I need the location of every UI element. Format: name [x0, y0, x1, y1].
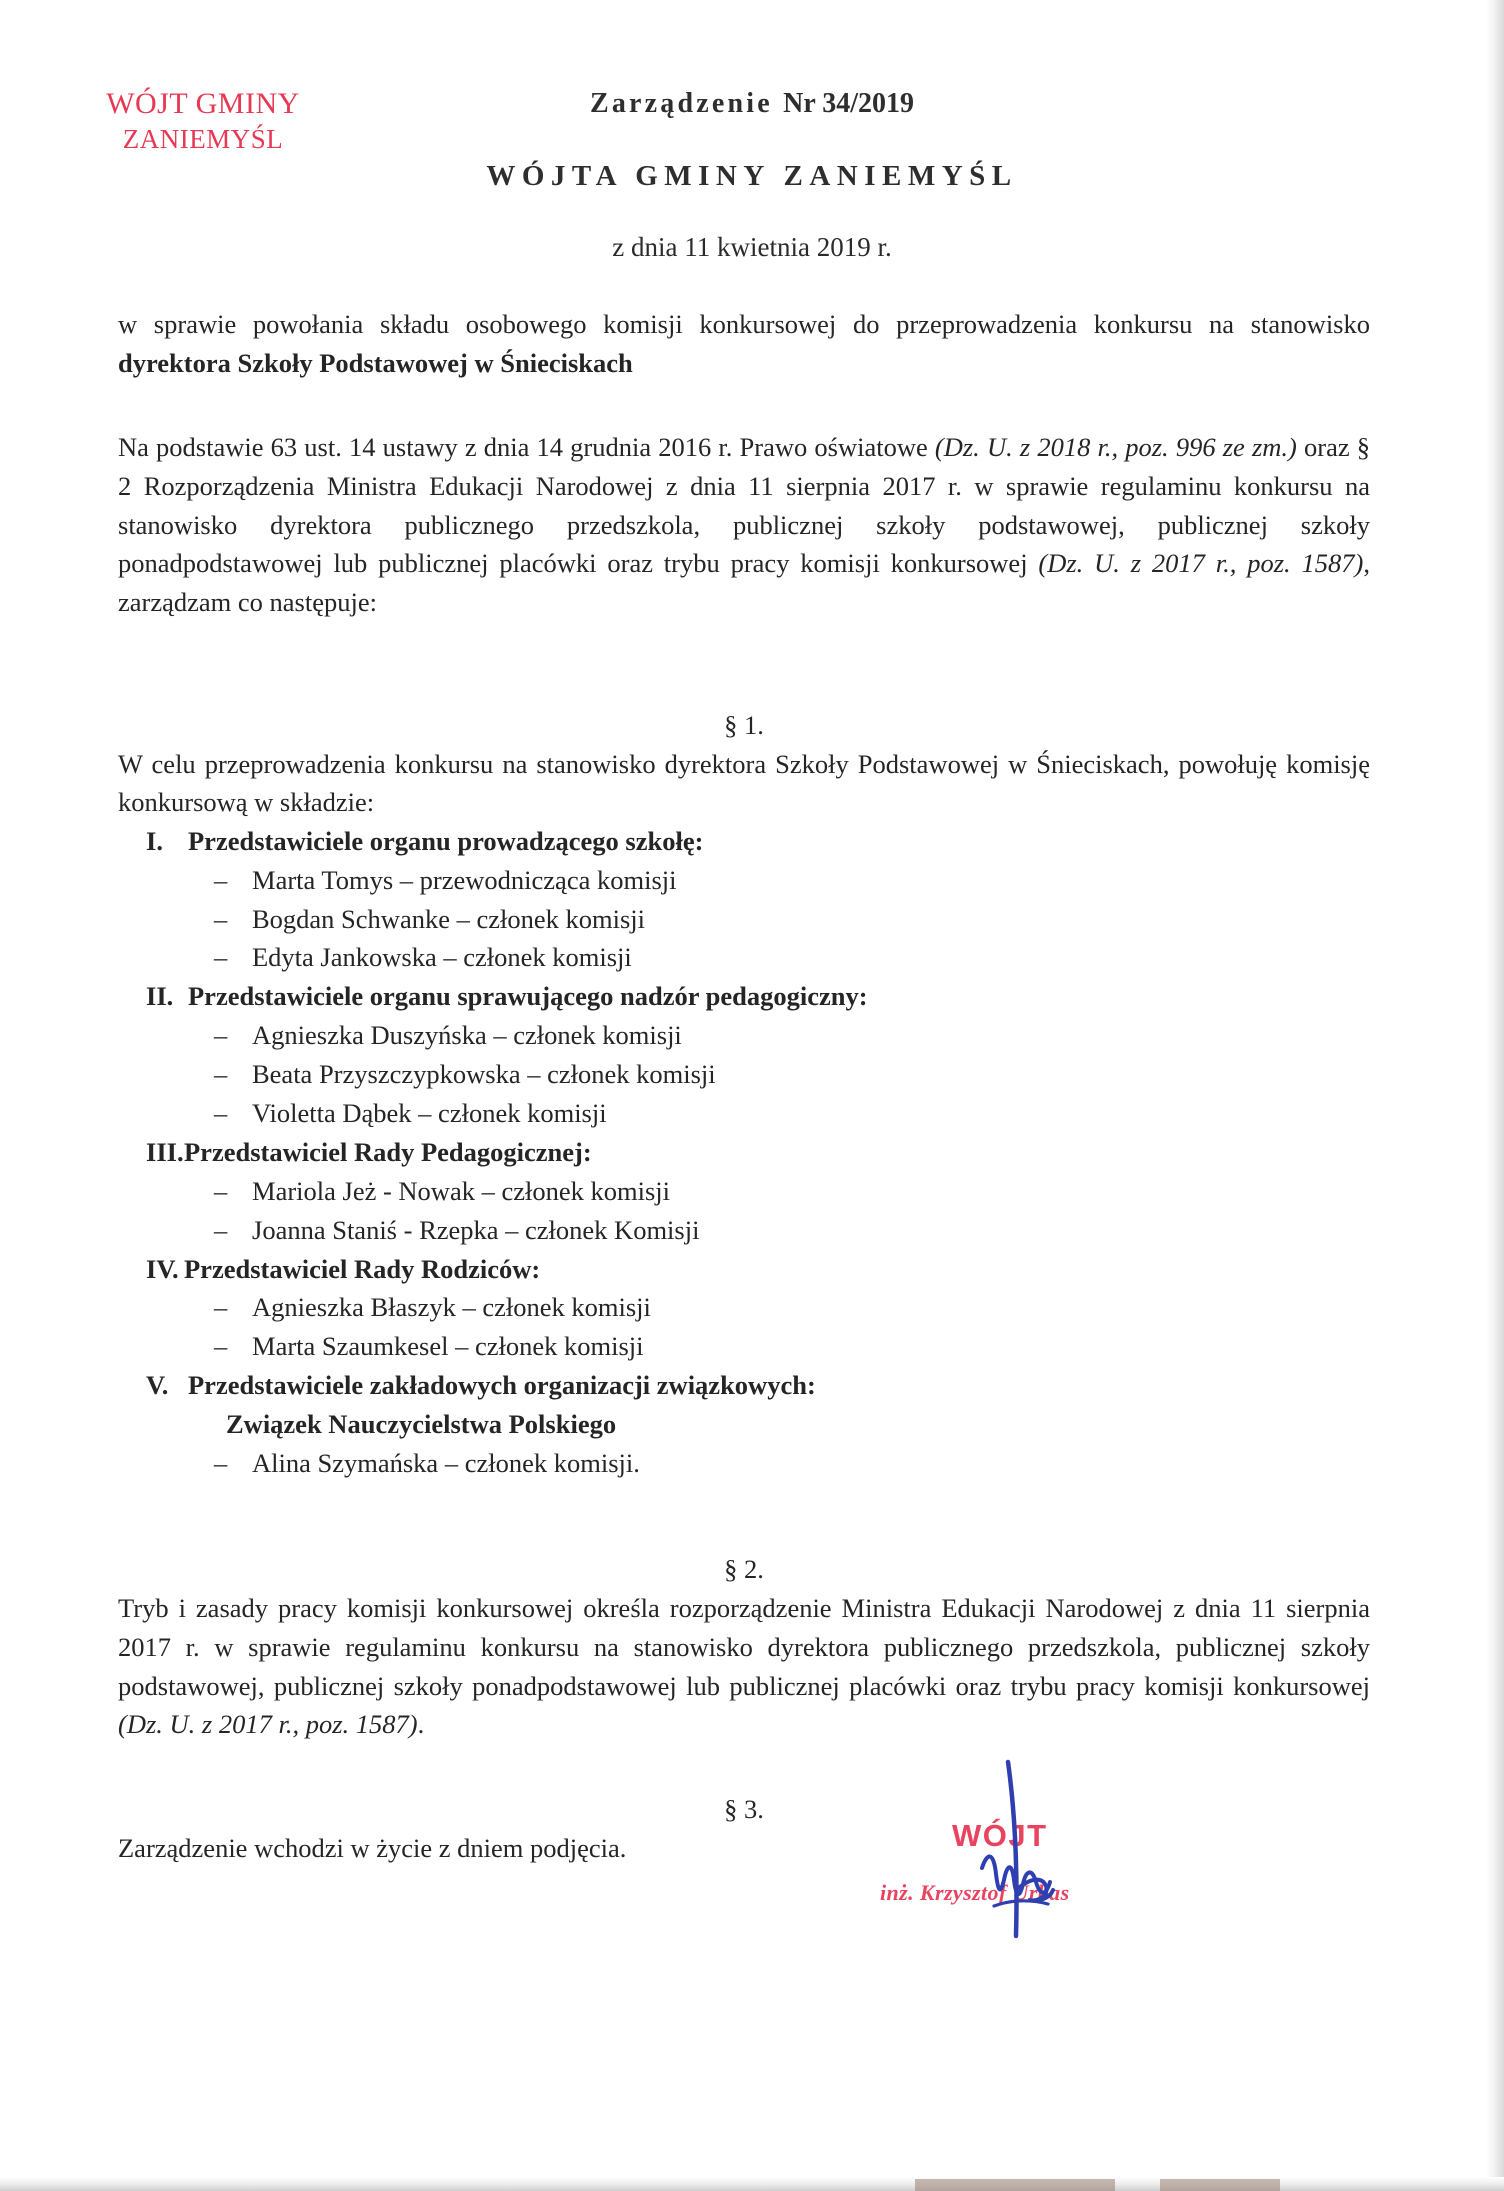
signature-stamp-title: WÓJT: [952, 1818, 1048, 1853]
committee-group-3: [118, 1133, 1370, 1250]
committee-group-5: [118, 1366, 1370, 1482]
page-subtitle: WÓJTA GMINY ZANIEMYŚL: [486, 160, 1018, 192]
section-mark-1: § 1.: [724, 709, 764, 740]
committee-group-2: [118, 977, 1370, 1133]
list-item: [214, 1288, 1370, 1327]
group-heading: [146, 822, 1370, 861]
dash-bullet-icon: –: [214, 1098, 228, 1129]
title-prefix: Zarządzenie: [589, 88, 773, 119]
section-mark-3: § 3.: [724, 1793, 764, 1824]
group-heading-text: Przedstawiciele organu prowadzącego szkołę:: [188, 825, 704, 856]
dash-bullet-icon: –: [214, 1447, 228, 1478]
member-name: Agnieszka Błaszyk – członek komisji: [252, 1292, 651, 1323]
legal-basis-citation-2: (Dz. U. z 2017 r., poz. 1587): [1038, 548, 1364, 579]
group-numeral: V.: [146, 1370, 169, 1401]
member-name: Agnieszka Duszyńska – członek komisji: [252, 1020, 682, 1051]
list-item: [214, 1016, 1370, 1055]
member-name: Beata Przyszczypkowska – członek komisji: [252, 1059, 716, 1090]
member-name: Violetta Dąbek – członek komisji: [252, 1098, 607, 1129]
member-name: Joanna Staniś - Rzepka – członek Komisji: [252, 1214, 700, 1245]
subject-paragraph: [118, 305, 1370, 382]
dash-bullet-icon: –: [214, 942, 228, 973]
paragraph2-text: [118, 1589, 1370, 1744]
scan-edge-right: [1486, 0, 1504, 2191]
paragraph3-text: Zarządzenie wchodzi w życie z dniem podjęcia.: [118, 1832, 627, 1863]
dash-bullet-icon: –: [214, 1214, 228, 1245]
member-name: Edyta Jankowska – członek komisji: [252, 942, 632, 973]
member-name: Alina Szymańska – członek komisji.: [252, 1447, 640, 1478]
union-organisation-name: Związek Nauczycielstwa Polskiego: [226, 1408, 617, 1439]
member-name: Mariola Jeż - Nowak – członek komisji: [252, 1175, 670, 1206]
dash-bullet-icon: –: [214, 1020, 228, 1051]
list-item: [214, 1327, 1370, 1366]
dash-bullet-icon: –: [214, 864, 228, 895]
stamp-line-zaniemysl: ZANIEMYŚL: [122, 123, 284, 154]
dash-bullet-icon: –: [214, 1292, 228, 1323]
group-numeral: IV.: [146, 1253, 179, 1284]
member-name: Bogdan Schwanke – członek komisji: [252, 903, 646, 934]
stamp-line-wojt-gminy: WÓJT GMINY: [106, 87, 300, 120]
group-heading: [146, 1133, 1370, 1172]
legal-basis-part3: , zarządzam co następuje:: [118, 548, 1370, 618]
dash-bullet-icon: –: [214, 1331, 228, 1362]
paragraph2-citation: (Dz. U. z 2017 r., poz. 1587): [118, 1709, 418, 1740]
list-item: [214, 938, 1370, 977]
spacer: [118, 1482, 1370, 1550]
document-body: [118, 305, 1370, 1867]
list-item: [214, 1444, 1370, 1483]
spacer: [118, 622, 1370, 706]
page-title: [0, 88, 1504, 120]
signature-block: [880, 1780, 1210, 1960]
list-item: [214, 861, 1370, 900]
legal-basis-paragraph: [118, 428, 1370, 621]
handwritten-signature-icon: [890, 1750, 1210, 1950]
dash-bullet-icon: –: [214, 903, 228, 934]
group-numeral: I.: [146, 825, 163, 856]
signature-stamp-name: inż. Krzysztof Urbas: [880, 1880, 1070, 1905]
list-item: [214, 900, 1370, 939]
legal-basis-part1: Na podstawie 63 ust. 14 ustawy z dnia 14 grudnia 2016 r. Prawo oświatowe: [118, 432, 935, 463]
group-heading-text: Przedstawiciele organu sprawującego nadzór pedagogiczny:: [188, 981, 868, 1012]
subject-position-bold: dyrektora Szkoły Podstawowej w Śnieciskach: [118, 347, 633, 378]
document-date: z dnia 11 kwietnia 2019 r.: [612, 232, 892, 262]
group-heading-text: Przedstawiciel Rady Rodziców:: [184, 1253, 541, 1284]
legal-basis-citation-1: (Dz. U. z 2018 r., poz. 996 ze zm.): [934, 432, 1297, 463]
spacer: [118, 382, 1370, 428]
member-name: Marta Tomys – przewodnicząca komisji: [252, 864, 677, 895]
subject-text: w sprawie powołania składu osobowego komisji konkursowej do przeprowadzenia konkursu na stanowisko: [118, 309, 1370, 339]
group-heading: [146, 977, 1370, 1016]
scan-artifact: [915, 2179, 1115, 2191]
scan-artifact: [1160, 2179, 1280, 2191]
list-item: [214, 1055, 1370, 1094]
list-item: [214, 1211, 1370, 1250]
paragraph2-part2: .: [417, 1709, 425, 1740]
group-heading-text: Przedstawiciel Rady Pedagogicznej:: [184, 1136, 592, 1167]
section-mark-2: § 2.: [724, 1554, 764, 1585]
dash-bullet-icon: –: [214, 1059, 228, 1090]
paragraph2-part1: Tryb i zasady pracy komisji konkursowej określa rozporządzenie Ministra Edukacji Narodowej z dnia 11 sierpnia 2017 r. w sprawie regulaminu konkursu na stanowisko dyrektora publicznego przedszkola, publicznej szkoły podstawowej, publicznej szkoły ponadpodstawowej lub publicznej placówki oraz trybu pracy komisji konkursowej: [118, 1593, 1370, 1701]
title-number: Nr 34/2019: [783, 88, 915, 119]
paragraph1-intro: W celu przeprowadzenia konkursu na stanowisko dyrektora Szkoły Podstawowej w Śnieciskach, powołuję komisję konkursową w składzie:: [118, 748, 1370, 818]
group-numeral: III.: [146, 1136, 184, 1167]
group-numeral: II.: [146, 981, 174, 1012]
legal-basis-part2: oraz § 2 Rozporządzenia Ministra Edukacji Narodowej z dnia 11 sierpnia 2017 r. w sprawie regulaminu konkursu na stanowisko dyrektora publicznego przedszkola, publicznej szkoły podstawowej, publicznej szkoły ponadpodstawowej lub publicznej placówki oraz trybu pracy komisji konkursowej: [118, 432, 1370, 579]
group-heading: [146, 1366, 1370, 1405]
member-name: Marta Szaumkesel – członek komisji: [252, 1331, 644, 1362]
list-item: [214, 1094, 1370, 1133]
dash-bullet-icon: –: [214, 1175, 228, 1206]
list-item: [214, 1172, 1370, 1211]
committee-group-1: [118, 822, 1370, 978]
committee-group-4: [118, 1250, 1370, 1367]
group-heading-text: Przedstawiciele zakładowych organizacji związkowych:: [188, 1370, 816, 1401]
group-heading: [146, 1250, 1370, 1289]
